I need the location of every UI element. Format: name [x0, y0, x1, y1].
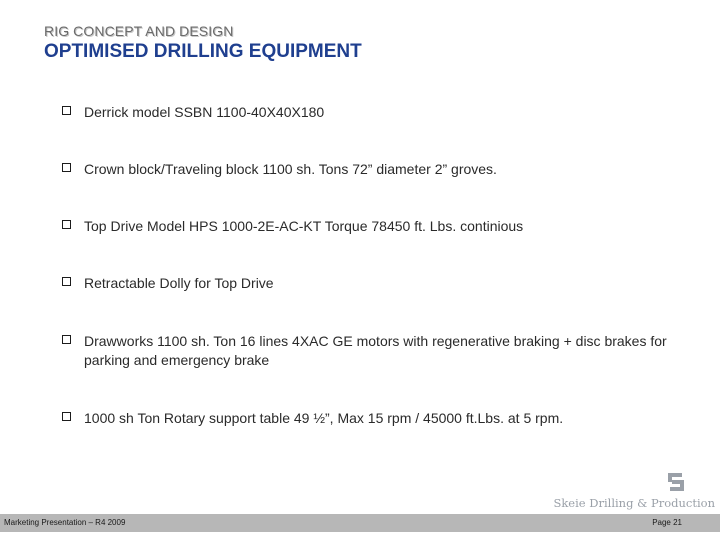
bullet-text: 1000 sh Ton Rotary support table 49 ½”, Max 15 rpm / 45000 ft.Lbs. at 5 rpm.	[84, 410, 564, 426]
bullet-text: Drawworks 1100 sh. Ton 16 lines 4XAC GE motors with regenerative braking + disc brakes for parking and emergency brake	[84, 333, 667, 368]
bullet-text: Derrick model SSBN 1100-40X40X180	[84, 104, 325, 120]
company-logo-text: Skeie Drilling & Production	[553, 496, 715, 510]
checkbox-bullet-icon	[62, 335, 71, 344]
checkbox-bullet-icon	[62, 277, 71, 286]
footer-presentation-label: Marketing Presentation – R4 2009	[4, 518, 126, 527]
skeie-logo-mark-icon	[666, 471, 688, 493]
page-title: OPTIMISED DRILLING EQUIPMENT	[44, 41, 362, 62]
bullet-text: Retractable Dolly for Top Drive	[84, 275, 274, 291]
section-kicker: RIG CONCEPT AND DESIGN	[44, 23, 234, 39]
checkbox-bullet-icon	[62, 163, 71, 172]
checkbox-bullet-icon	[62, 220, 71, 229]
bullet-text: Top Drive Model HPS 1000-2E-AC-KT Torque 78450 ft. Lbs. continious	[84, 218, 524, 234]
checkbox-bullet-icon	[62, 412, 71, 421]
bullet-text: Crown block/Traveling block 1100 sh. Tons 72” diameter 2” groves.	[84, 161, 497, 177]
footer-bar	[0, 514, 720, 532]
page-number: Page 21	[652, 518, 682, 527]
checkbox-bullet-icon	[62, 106, 71, 115]
